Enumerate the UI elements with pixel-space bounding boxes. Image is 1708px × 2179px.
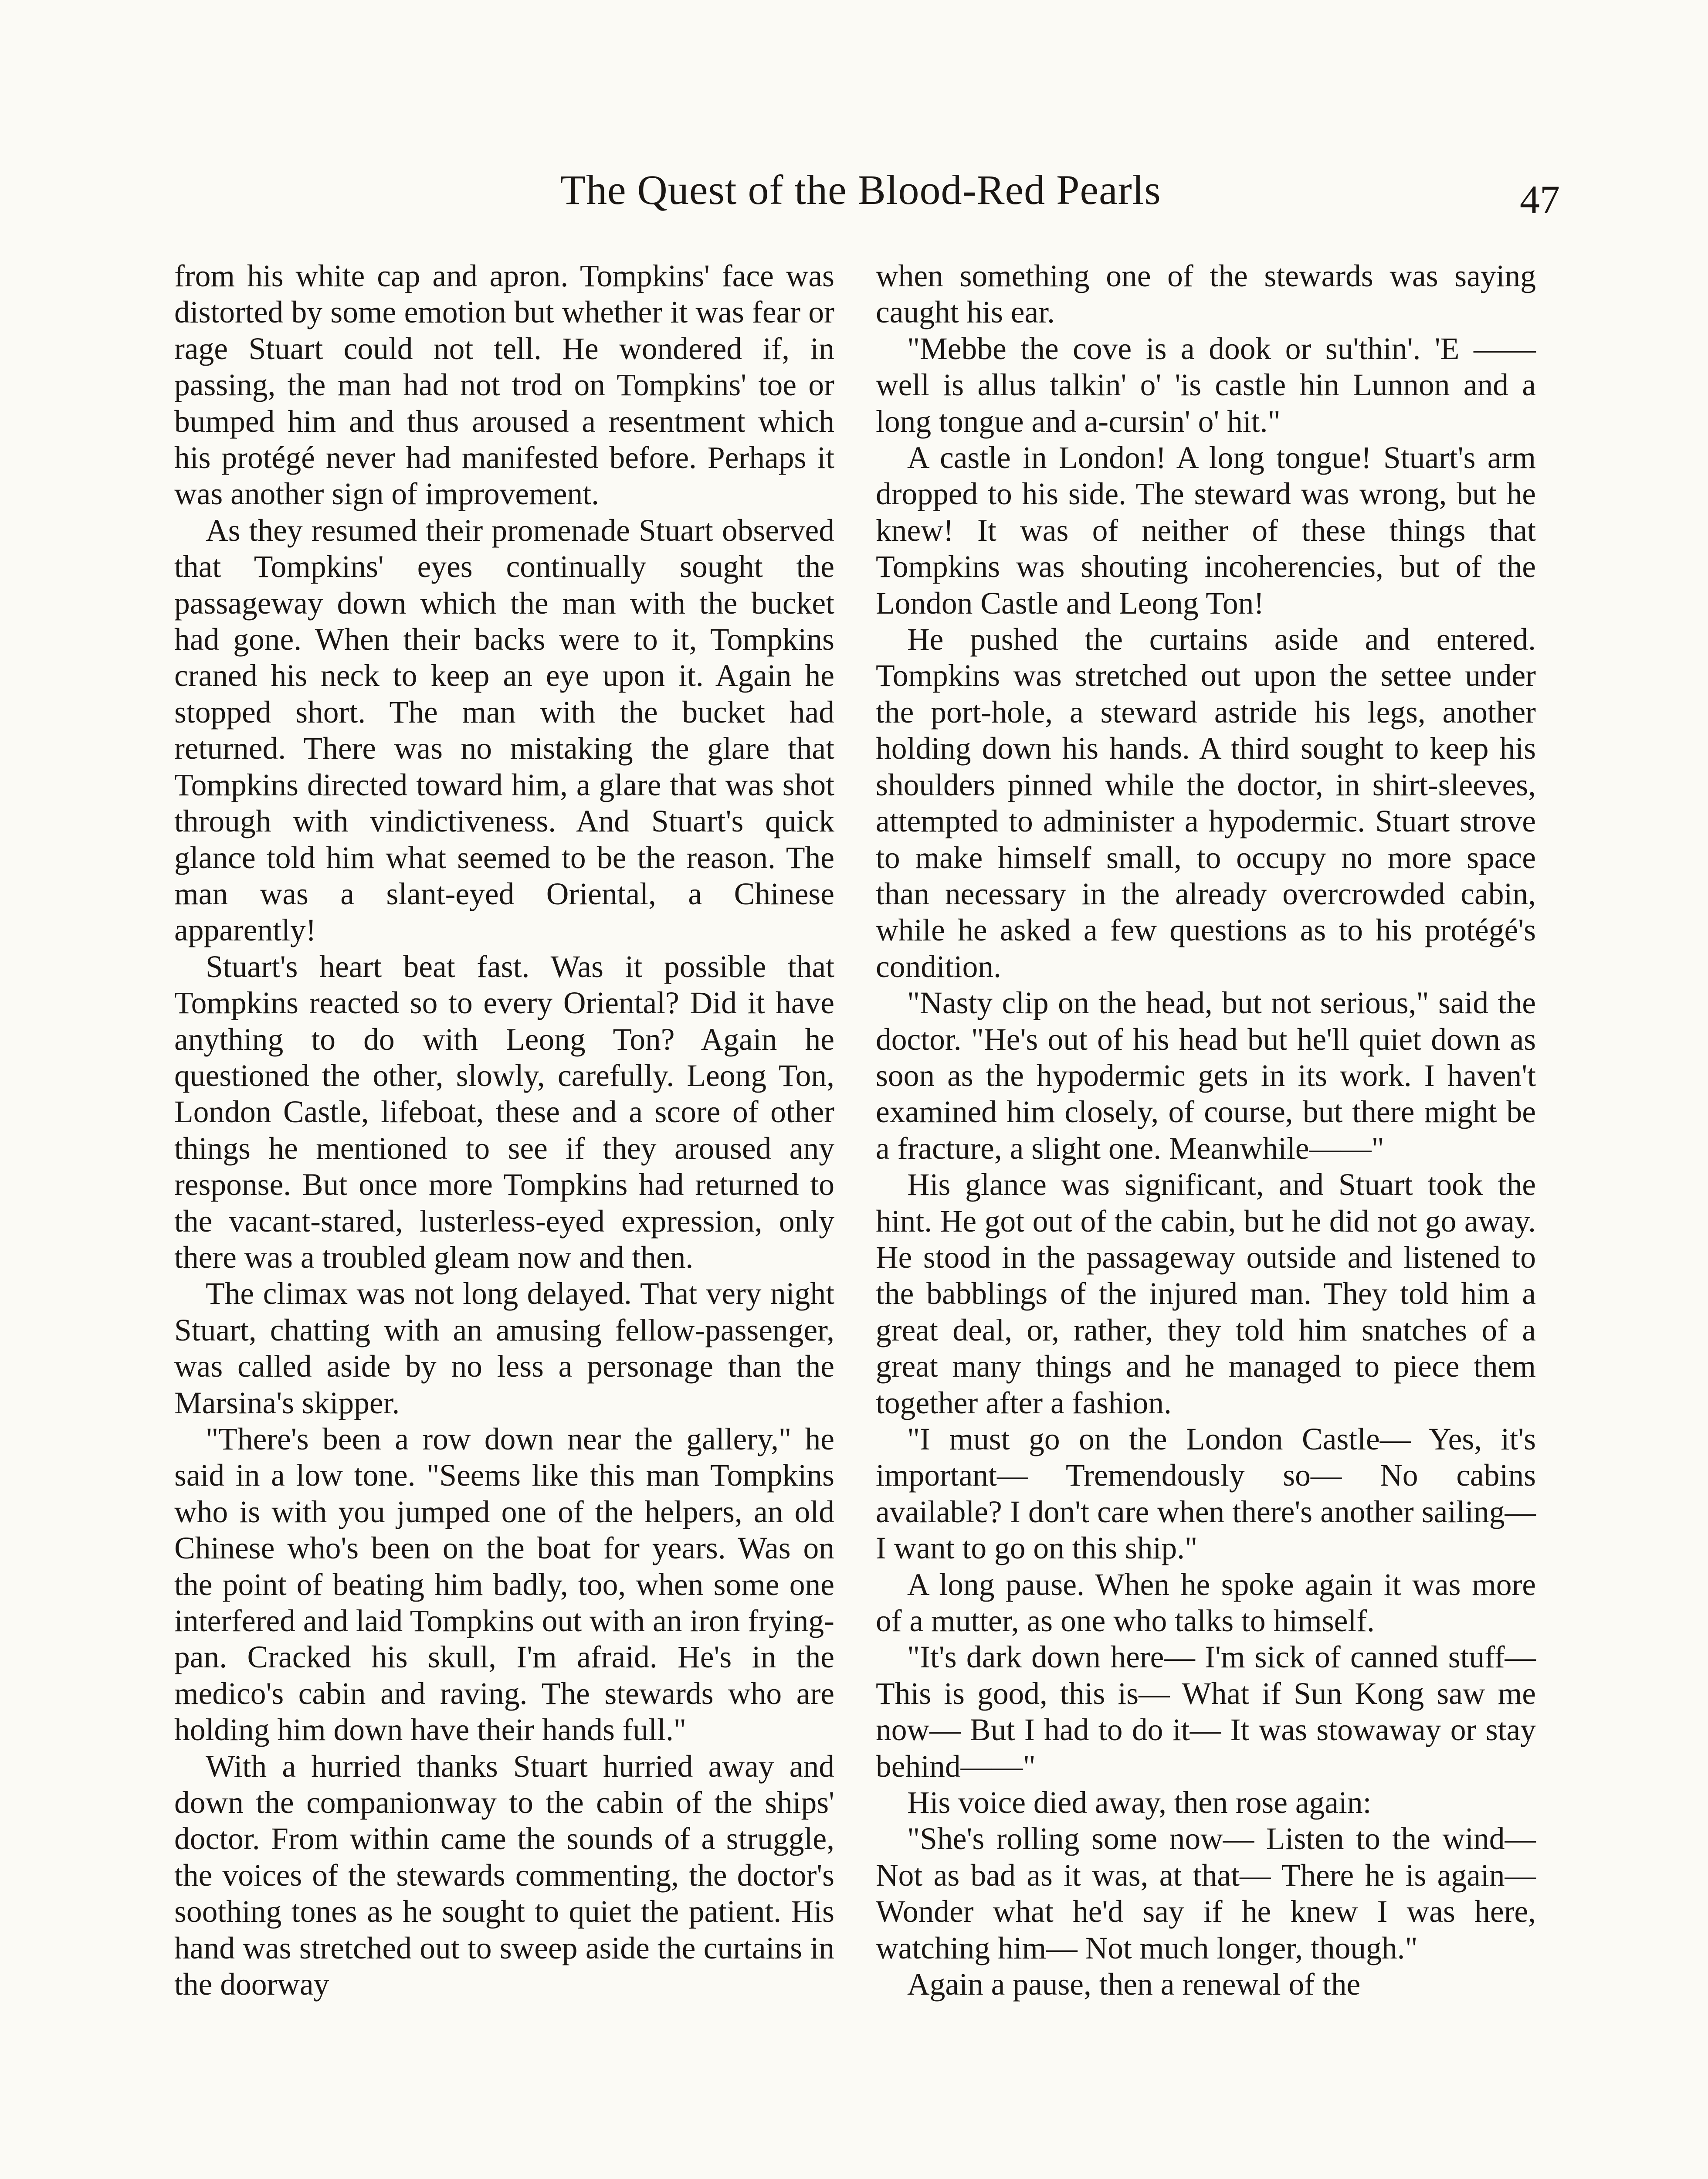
paragraph: Stuart's heart beat fast. Was it possible that Tompkins reacted so to every Oriental? Did it have anything to do with Leong Ton? Again he questioned the other, slowly, carefully. Leong Ton, London Castle, lifeboat, these and a score of other things he mentioned to see if they aroused any response. But once more Tompkins had returned to the vacant-stared, lusterless-eyed expression, only there was a troubled gleam now and then. (174, 949, 834, 1275)
paragraph: As they resumed their promenade Stuart observed that Tompkins' eyes continually sought the passageway down which the man with the bucket had gone. When their backs were to it, Tompkins craned his neck to keep an eye upon it. Again he stopped short. The man with the bucket had returned. There was no mistaking the glare that Tompkins directed toward him, a glare that was shot through with vindictiveness. And Stuart's quick glance told him what seemed to be the reason. The man was a slant-eyed Oriental, a Chinese apparently! (174, 513, 834, 948)
paragraph: Again a pause, then a renewal of the (907, 1967, 1361, 2002)
paragraph: The climax was not long delayed. That very night Stuart, chatting with an amusing fellow-passenger, was called aside by no less a personage than the Marsina's skipper. (174, 1276, 834, 1420)
right-column (876, 258, 1536, 2003)
paragraph: when something one of the stewards was saying caught his ear. (876, 259, 1536, 330)
paragraph: "Mebbe the cove is a dook or su'thin'. 'E —— well is allus talkin' o' 'is castle hin Lunnon and a long tongue and a-cursin' o' hit." (876, 331, 1536, 439)
paragraph: "She's rolling some now— Listen to the wind— Not as bad as it was, at that— There he is again— Wonder what he'd say if he knew I was here, watching him— Not much longer, though." (876, 1822, 1536, 1965)
paragraph: A castle in London! A long tongue! Stuart's arm dropped to his side. The steward was wrong, but he knew! It was of neither of these things that Tompkins was shouting incoherencies, but of the London Castle and Leong Ton! (876, 441, 1536, 621)
paragraph: "I must go on the London Castle— Yes, it's important— Tremendously so— No cabins available? I don't care when there's another sailing— I want to go on this ship." (876, 1422, 1536, 1566)
paragraph: A long pause. When he spoke again it was more of a mutter, as one who talks to himself. (876, 1567, 1536, 1639)
paragraph: "Nasty clip on the head, but not serious," said the doctor. "He's out of his head but he'll quiet down as soon as the hypodermic gets in its work. I haven't examined him closely, of course, but there might be a fracture, a slight one. Meanwhile——" (876, 986, 1536, 1166)
page-number: 47 (1520, 177, 1560, 222)
left-column (174, 258, 834, 2003)
paragraph: He pushed the curtains aside and entered. Tompkins was stretched out upon the settee under the port-hole, a steward astride his legs, another holding down his hands. A third sought to keep his shoulders pinned while the doctor, in shirt-sleeves, attempted to administer a hypodermic. Stuart strove to make himself small, to occupy no more space than necessary in the already overcrowded cabin, while he asked a few questions as to his protégé's condition. (876, 622, 1536, 984)
paragraph: "There's been a row down near the gallery," he said in a low tone. "Seems like this man Tompkins who is with you jumped one of the helpers, an old Chinese who's been on the boat for years. Was on the point of beating him badly, too, when some one interfered and laid Tompkins out with an iron frying-pan. Cracked his skull, I'm afraid. He's in the medico's cabin and raving. The stewards who are holding him down have their hands full." (174, 1422, 834, 1748)
paragraph: His glance was significant, and Stuart took the hint. He got out of the cabin, but he did not go away. He stood in the passageway outside and listened to the babblings of the injured man. They told him a great deal, or, rather, they told him snatches of a great many things and he managed to piece them together after a fashion. (876, 1168, 1536, 1420)
running-title: The Quest of the Blood-Red Pearls (560, 166, 1161, 213)
paragraph: "It's dark down here— I'm sick of canned stuff— This is good, this is— What if Sun Kong saw me now— But I had to do it— It was stowaway or stay behind——" (876, 1640, 1536, 1784)
paragraph: With a hurried thanks Stuart hurried away and down the companionway to the cabin of the ships' doctor. From within came the sounds of a struggle, the voices of the stewards commenting, the doctor's soothing tones as he sought to quiet the patient. His hand was stretched out to sweep aside the curtains in the doorway (174, 1749, 834, 2002)
paragraph: His voice died away, then rose again: (907, 1785, 1372, 1820)
paragraph: from his white cap and apron. Tompkins' face was distorted by some emotion but whether it was fear or rage Stuart could not tell. He wondered if, in passing, the man had not trod on Tompkins' toe or bumped him and thus aroused a resentment which his protégé never had manifested before. Perhaps it was another sign of improvement. (174, 259, 834, 512)
